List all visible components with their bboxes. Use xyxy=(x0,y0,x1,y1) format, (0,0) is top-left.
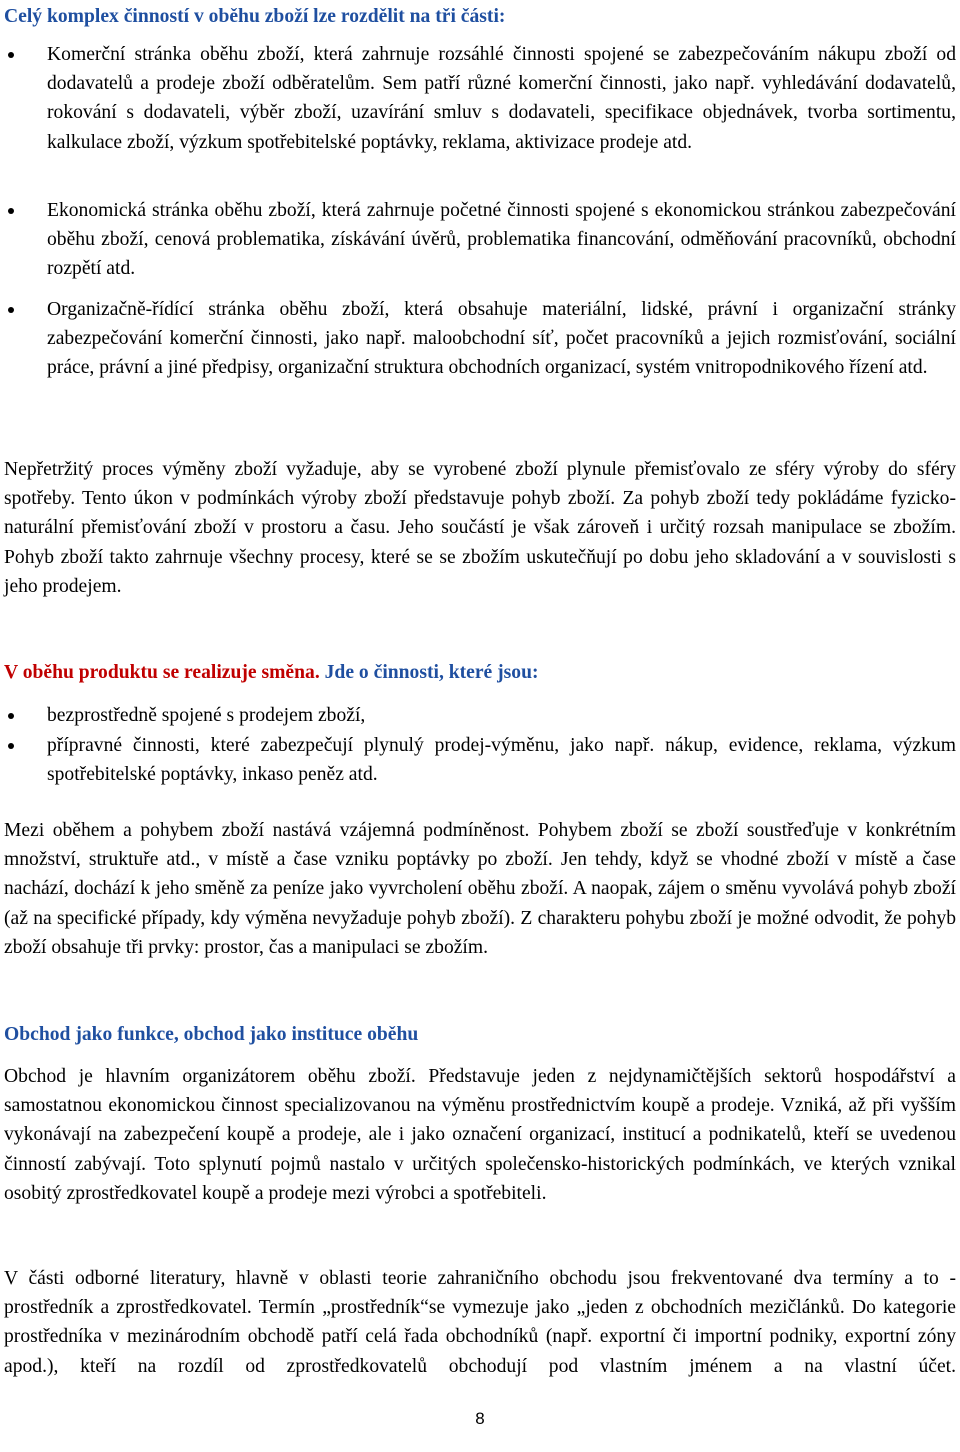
list-item-text: Komerční stránka oběhu zboží, která zahrnuje rozsáhlé činnosti spojené se zabezpečováním nákupu zboží od dodavatelů a prodeje zboží odběratelům. Sem patří různé komerční činnosti, jako např. vyhledávání dodavatelů, rokování s dodavateli, výběr zboží, uzavírání smluv s dodavateli, specifikace objednávek, tvorba sortimentu, kalkulace zboží, výzkum spotřebitelské poptávky, reklama, aktivizace prodeje atd. xyxy=(47,44,956,153)
paragraph-podminenost: Mezi oběhem a pohybem zboží nastává vzájemná podmíněnost. Pohybem zboží se zboží soustřeďuje v konkrétním množství, struktuře atd., v místě a čase vzniku poptávky po zboží. Jen tehdy, když se vhodné zboží v místě a čase nachází, dochází k jeho směně za peníze jako vyvrcholení oběhu zboží. A naopak, zájem o směnu vyvolává pohyb zboží (až na specifické případy, kdy výměna nevyžaduje pohyb zboží). Z charakteru pohybu zboží je možné odvodit, že pohyb zboží obsahuje tři prvky: prostor, čas a manipulaci se zbožím. xyxy=(4,820,956,958)
heading-part-blue: Jde o činnosti, které jsou: xyxy=(319,662,539,683)
paragraph-obchod: Obchod je hlavním organizátorem oběhu zboží. Představuje jeden z nejdynamičtějších sektorů hospodářství a samostatnou ekonomickou činnost specializovanou na výměnu prostřednictvím koupě a prodeje. Vzniká, až při vyšším vykonávají na zabezpečení koupě a prodeje, ale i jako označení organizací, institucí a podnikatelů, kteří se uvedenou činností zabývají. Toto splynutí pojmů nastalo v určitých společensko-historických podmínkách, ve kterých vznikal osobitý zprostředkovatel koupě a prodeje mezi výrobci a spotřebiteli. xyxy=(4,1066,956,1204)
bullet-icon xyxy=(8,208,14,214)
list-item-text: Ekonomická stránka oběhu zboží, která zahrnuje početné činnosti spojené s ekonomickou stránkou zabezpečování oběhu zboží, cenová problematika, získávání úvěrů, problematika financování, odměňování pracovníků, obchodní rozpětí atd. xyxy=(47,200,956,280)
bullet-icon xyxy=(8,743,14,749)
list-item-text: Organizačně-řídící stránka oběhu zboží, která obsahuje materiální, lidské, právní i organizační stránky zabezpečování komerční činnosti, jako např. maloobchodní síť, počet pracovníků a jejich rozmisťování, sociální práce, právní a jiné předpisy, organizační struktura obchodních organizací, systém vnitropodnikového řízení atd. xyxy=(47,299,956,379)
section-heading-oběh-zboží: Celý komplex činností v oběhu zboží lze rozdělit na tři části: xyxy=(4,6,506,27)
bullet-icon xyxy=(8,713,14,719)
page-number: 8 xyxy=(475,1409,485,1428)
paragraph-prostrednik: V části odborné literatury, hlavně v oblasti teorie zahraničního obchodu jsou frekventované dva termíny a to - prostředník a zprostředkovatel. Termín „prostředník“se vymezuje jako „jeden z obchodních mezičlánků. Do kategorie prostředníka v mezinárodním obchodě patří celá řada obchodníků (např. exportní či importní podniky, exportní zóny apod.), kteří na rozdíl od zprostředkovatelů obchodují pod vlastním jménem a na vlastní účet. xyxy=(4,1268,956,1377)
section-heading-obchod: Obchod jako funkce, obchod jako instituce oběhu xyxy=(4,1024,419,1045)
section-heading-smena xyxy=(4,658,539,687)
bullet-icon xyxy=(8,52,14,58)
list-item-text: přípravné činnosti, které zabezpečují plynulý prodej-výměnu, jako např. nákup, evidence, reklama, výzkum spotřebitelské poptávky, inkaso peněz atd. xyxy=(47,735,956,786)
heading-part-red: V oběhu produktu se realizuje směna. xyxy=(4,662,320,683)
paragraph-pohyb-zbozi: Nepřetržitý proces výměny zboží vyžaduje, aby se vyrobené zboží plynule přemisťovalo ze sféry výroby do sféry spotřeby. Tento úkon v podmínkách výroby zboží představuje pohyb zboží. Za pohyb zboží tedy pokládáme fyzicko-naturální přemisťování zboží v prostoru a času. Jeho součástí je však zároveň i určitý rozsah manipulace se zbožím. Pohyb zboží takto zahrnuje všechny procesy, které se se zbožím uskutečňují po dobu jeho skladování a v souvislosti s jeho prodejem. xyxy=(4,459,956,597)
bullet-icon xyxy=(8,307,14,313)
list-item-text: bezprostředně spojené s prodejem zboží, xyxy=(47,705,366,726)
